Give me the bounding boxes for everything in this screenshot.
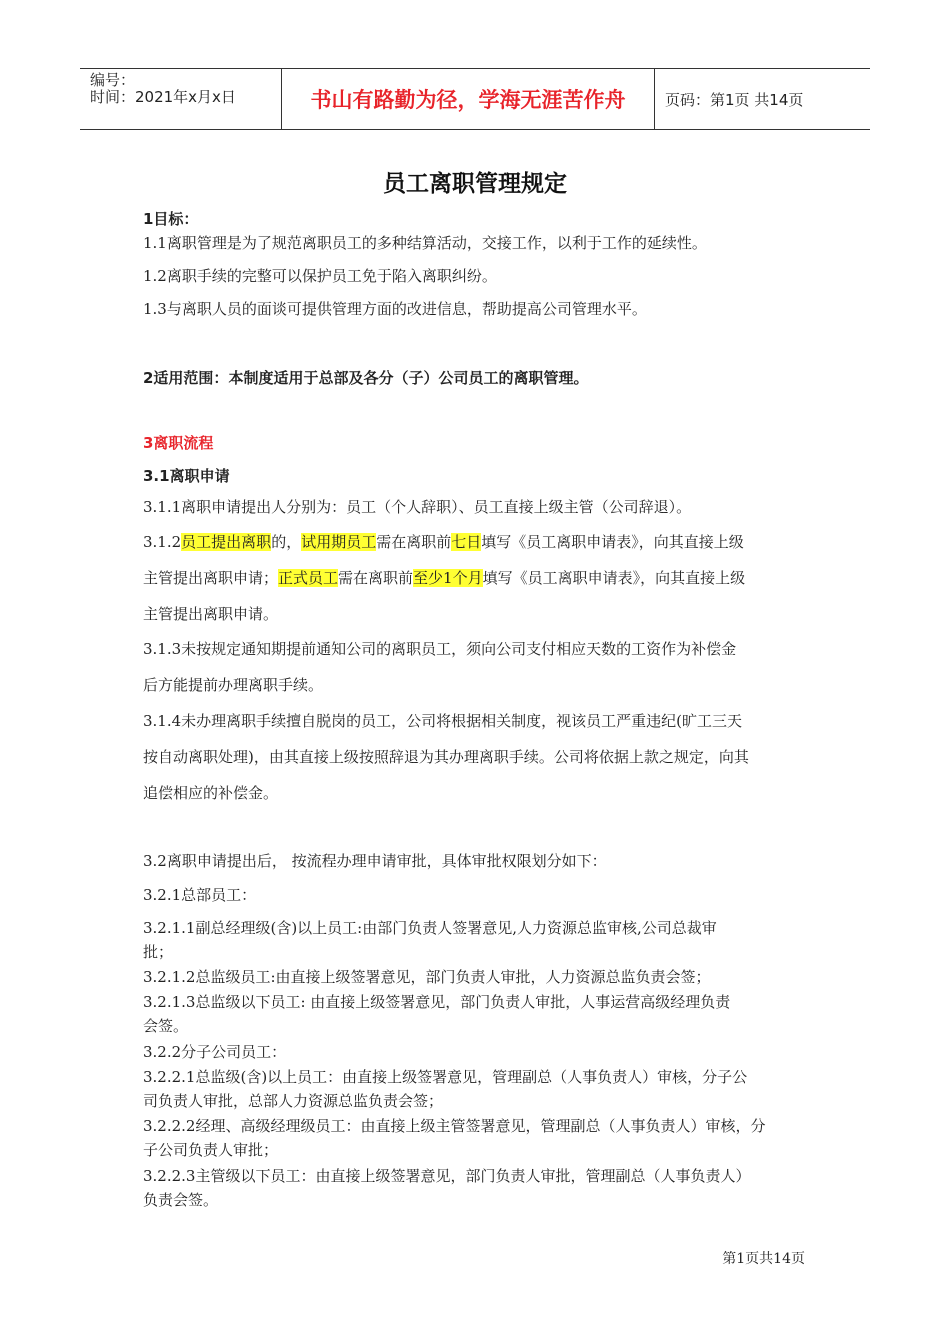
- highlighted-text: 员工提出离职: [181, 533, 272, 551]
- paragraph-3-1-3-line2: 后方能提前办理离职手续。: [143, 676, 324, 694]
- paragraph-3-2-2-1-line2: 司负责人审批，总部人力资源总监负责会签；: [143, 1092, 444, 1110]
- highlighted-text: 至少1个月: [413, 569, 483, 587]
- text-run: 填写《员工离职申请表》，向其直接上级: [481, 533, 744, 551]
- page-header: [80, 68, 870, 130]
- paragraph-3-2-2-2-line1: 3.2.2.2经理、高级经理级员工：由直接上级主管签署意见，管理副总（人事负责人）审核，分: [143, 1117, 766, 1135]
- paragraph-3-2-1-2: 3.2.1.2总监级员工:由直接上级签署意见，部门负责人审批，人力资源总监负责会签；: [143, 968, 711, 986]
- header-meta: [80, 69, 282, 129]
- paragraph-1-2: 1.2离职手续的完整可以保护员工免于陷入离职纠纷。: [143, 267, 497, 285]
- paragraph-3-1-4-line3: 追偿相应的补偿金。: [143, 784, 279, 802]
- paragraph-3-1-4-line1: 3.1.4未办理离职手续擅自脱岗的员工，公司将根据相关制度，视该员工严重违纪(旷工三天: [143, 712, 743, 730]
- paragraph-3-1-2-line2: [143, 567, 813, 589]
- text-run: 填写《员工离职申请表》，向其直接上级: [482, 569, 746, 587]
- document-title: 员工离职管理规定: [383, 171, 567, 197]
- section3-heading: 3离职流程: [143, 434, 214, 452]
- paragraph-3-2-2-3-line1: 3.2.2.3主管级以下员工：由直接上级签署意见，部门负责人审批，管理副总（人事负责人）: [143, 1167, 751, 1185]
- paragraph-3-2-1-1-line2: 批；: [143, 943, 174, 961]
- paragraph-3-1-1: 3.1.1离职申请提出人分别为：员工（个人辞职）、员工直接上级主管（公司辞退）。: [143, 498, 692, 516]
- paragraph-3-2-1-3-line2: 会签。: [143, 1017, 189, 1035]
- highlighted-text: 正式员工: [278, 569, 339, 587]
- paragraph-1-3: 1.3与离职人员的面谈可提供管理方面的改进信息，帮助提高公司管理水平。: [143, 300, 647, 318]
- paragraph-3-1-2-line1: [143, 531, 813, 553]
- page-footer: 第1页共14页: [722, 1251, 805, 1267]
- paragraph-3-2-2-1-line1: 3.2.2.1总监级(含)以上员工：由直接上级签署意见，管理副总（人事负责人）审核，分子公: [143, 1068, 748, 1086]
- paragraph-1-1: 1.1离职管理是为了规范离职员工的多种结算活动，交接工作，以利于工作的延续性。: [143, 234, 707, 252]
- header-motto: 书山有路勤为径，学海无涯苦作舟: [282, 69, 655, 129]
- subsection-3-1-heading: 3.1离职申请: [143, 467, 230, 485]
- paragraph-3-2-1: 3.2.1总部员工：: [143, 886, 257, 904]
- paragraph-3-2-2: 3.2.2分子公司员工：: [143, 1043, 287, 1061]
- paragraph-3-1-3-line1: 3.1.3未按规定通知期提前通知公司的离职员工，须向公司支付相应天数的工资作为补偿金: [143, 640, 737, 658]
- paragraph-3-2-2-3-line2: 负责会签。: [143, 1191, 219, 1209]
- text-run: 需在离职前: [338, 569, 414, 587]
- paragraph-3-1-4-line2: 按自动离职处理)，由其直接上级按照辞退为其办理离职手续。公司将依据上款之规定，向其: [143, 748, 749, 766]
- doc-number-label: 编号：: [90, 71, 136, 89]
- section1-heading: 1目标：: [143, 210, 199, 228]
- text-run: 主管提出离职申请；: [143, 569, 279, 587]
- paragraph-3-2-1-1-line1: 3.2.1.1副总经理级(含)以上员工:由部门负责人签署意见,人力资源总监审核,公司总裁审: [143, 919, 717, 937]
- text-run: 3.1.2: [143, 533, 182, 551]
- highlighted-text: 试用期员工: [301, 533, 377, 551]
- header-page-label: 页码：第1页 共14页: [665, 90, 804, 109]
- text-run: 的，: [271, 533, 302, 551]
- paragraph-3-2-2-2-line2: 子公司负责人审批；: [143, 1141, 279, 1159]
- section2-heading: 2适用范围：本制度适用于总部及各分（子）公司员工的离职管理。: [143, 369, 589, 387]
- text-run: 需在离职前: [376, 533, 452, 551]
- highlighted-text: 七日: [451, 533, 482, 551]
- paragraph-3-2: 3.2离职申请提出后， 按流程办理申请审批，具体审批权限划分如下：: [143, 852, 607, 870]
- paragraph-3-1-2-line3: 主管提出离职申请。: [143, 605, 279, 623]
- paragraph-3-2-1-3-line1: 3.2.1.3总监级以下员工: 由直接上级签署意见，部门负责人审批，人事运营高级经理负责: [143, 993, 731, 1011]
- doc-date-label: 时间：2021年x月x日: [90, 88, 236, 106]
